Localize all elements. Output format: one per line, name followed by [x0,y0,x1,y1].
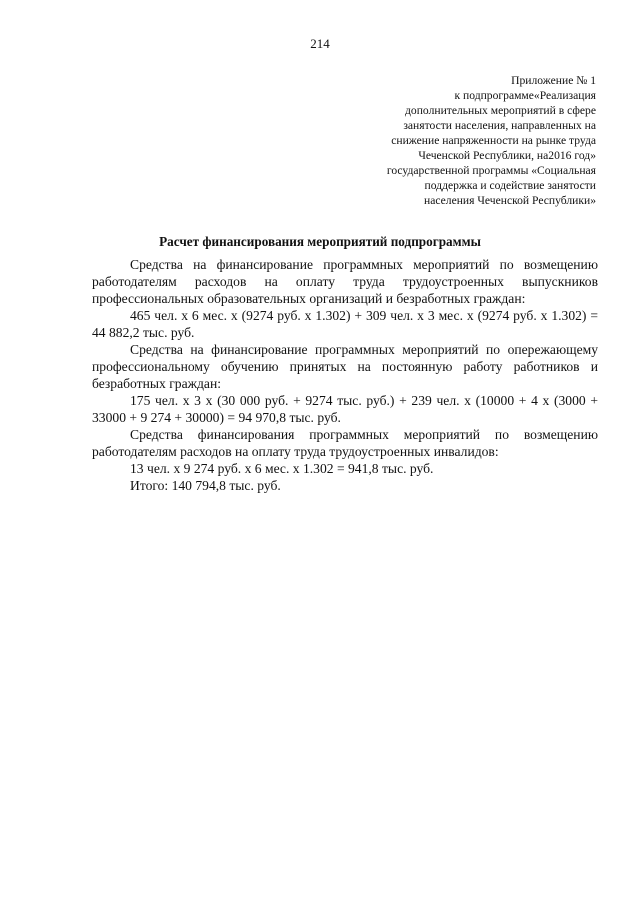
total-line: Итого: 140 794,8 тыс. руб. [130,478,281,493]
calculation-disabled: 13 чел. х 9 274 руб. х 6 мес. х 1.302 = 941,8 тыс. руб. [130,461,434,476]
appendix-line: населения Чеченской Республики» [424,194,596,207]
calculation-graduates: 465 чел. х 6 мес. х (9274 руб. х 1.302) + 309 чел. х 3 мес. х (9274 руб. х 1.302) = 44 882,2 тыс. руб. [92,308,598,340]
document-body [92,256,598,494]
paragraph-training-funding: Средства на финансирование программных мероприятий по опережающему профессиональному обучению принятых на постоянную работу работников и безработных граждан: [92,342,598,391]
appendix-line: Чеченской Республики, на2016 год» [418,149,596,162]
paragraph-graduates-funding: Средства на финансирование программных мероприятий по возмещению работодателям расходов на оплату труда трудоустроенных выпускников профессиональных образовательных организаций и безработных граждан: [92,257,598,306]
appendix-line: государственной программы «Социальная [386,164,596,177]
appendix-line: к подпрограмме«Реализация [454,89,596,102]
page-number: 214 [310,36,330,51]
appendix-line: снижение напряженности на рынке труда [391,134,596,147]
calculation-training: 175 чел. х 3 х (30 000 руб. + 9274 тыс. руб.) + 239 чел. х (10000 + 4 х (3000 + 33000 + 9 274 + 30000) = 94 970,8 тыс. руб. [92,393,598,425]
paragraph-disabled-funding: Средства финансирования программных мероприятий по возмещению работодателям расходов на оплату труда трудоустроенных инвалидов: [92,427,598,459]
document-title: Расчет финансирования мероприятий подпрограммы [159,234,481,249]
appendix-header [296,73,596,208]
appendix-line: поддержка и содействие занятости [424,179,596,192]
appendix-line: занятости населения, направленных на [403,119,596,132]
appendix-line: дополнительных мероприятий в сфере [405,104,596,117]
appendix-line: Приложение № 1 [511,74,596,87]
